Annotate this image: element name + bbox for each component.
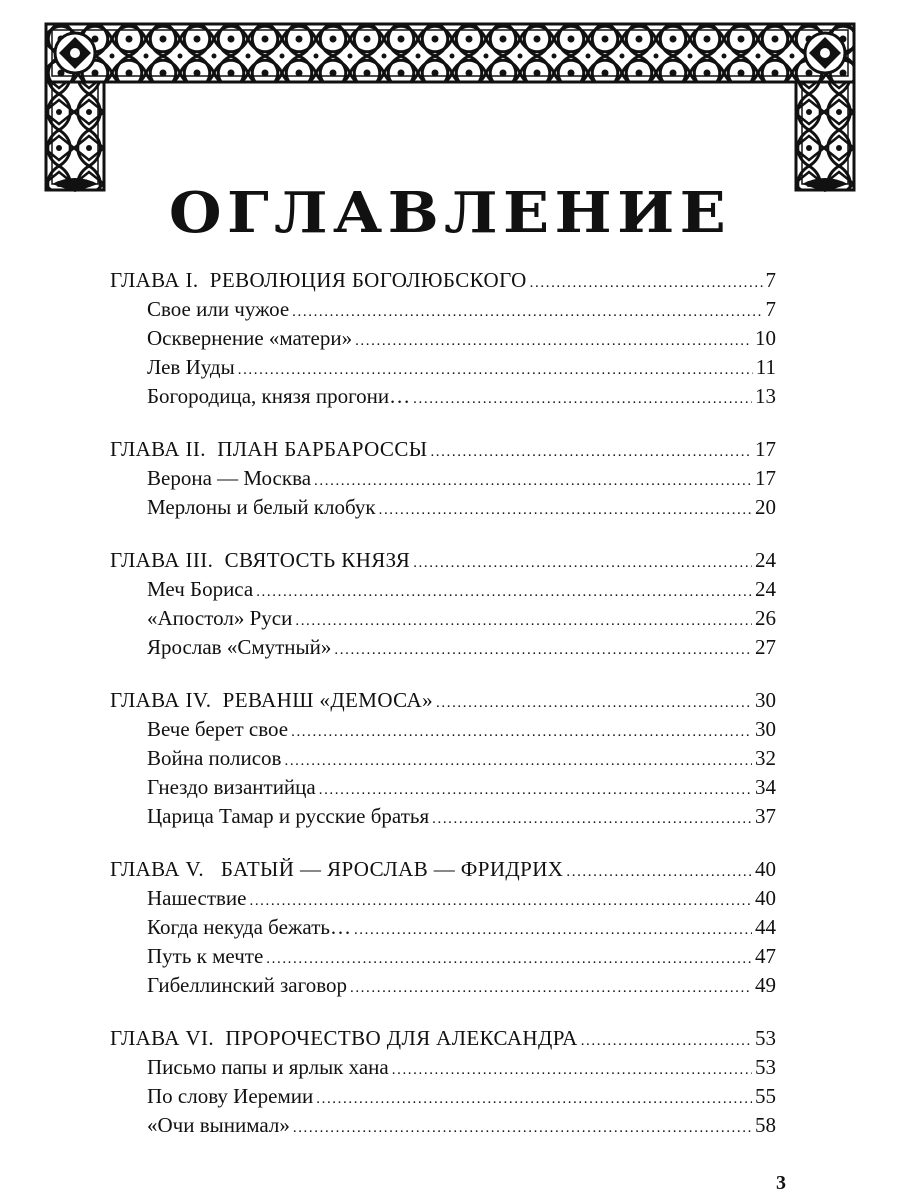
toc-chapter-heading-title: ГЛАВА II. ПЛАН БАРБАРОССЫ	[110, 437, 428, 461]
toc-chapter-heading[interactable]	[110, 1024, 776, 1053]
toc-section-title: Путь к мечте	[147, 944, 264, 968]
toc-section[interactable]	[110, 715, 776, 744]
toc-section-page: 40	[755, 886, 776, 910]
toc-section[interactable]	[110, 1082, 776, 1111]
toc-section-title: Когда некуда бежать…	[147, 915, 351, 939]
toc-chapter-heading-title: ГЛАВА IV. РЕВАНШ «ДЕМОСА»	[110, 688, 434, 712]
toc-section-title: Война полисов	[147, 746, 282, 770]
dot-leader	[334, 636, 752, 665]
toc-section-title: Свое или чужое	[147, 297, 290, 321]
toc-section-title: Ярослав «Смутный»	[147, 635, 332, 659]
toc-section-title: Письмо папы и ярлык хана	[147, 1055, 389, 1079]
toc-chapter	[110, 1024, 776, 1140]
toc-section-page: 34	[755, 775, 776, 799]
dot-leader	[432, 805, 752, 834]
toc-section[interactable]	[110, 773, 776, 802]
dot-leader	[350, 974, 752, 1003]
toc-section-page: 26	[755, 606, 776, 630]
dot-leader	[293, 1114, 752, 1143]
toc-section-title: «Апостол» Руси	[147, 606, 293, 630]
toc-section-title: Вече берет свое	[147, 717, 289, 741]
dot-leader	[430, 438, 752, 467]
toc-section[interactable]	[110, 884, 776, 913]
toc-section-title: По слову Иеремии	[147, 1084, 314, 1108]
toc-chapter-heading-page: 30	[755, 688, 776, 712]
toc-section-page: 32	[755, 746, 776, 770]
toc-section-title: Гнездо византийца	[147, 775, 316, 799]
toc-section-page: 20	[755, 495, 776, 519]
toc-section[interactable]	[110, 633, 776, 662]
toc-chapter	[110, 435, 776, 522]
table-of-contents	[110, 266, 776, 1164]
toc-section[interactable]	[110, 942, 776, 971]
toc-section[interactable]	[110, 744, 776, 773]
toc-section-page: 7	[765, 297, 776, 321]
toc-section-title: Мерлоны и белый клобук	[147, 495, 376, 519]
dot-leader	[581, 1027, 752, 1056]
dot-leader	[266, 945, 752, 974]
dot-leader	[256, 578, 752, 607]
toc-chapter-heading[interactable]	[110, 546, 776, 575]
toc-section-title: Богородица, князя прогони…	[147, 384, 411, 408]
toc-section-page: 58	[755, 1113, 776, 1137]
toc-chapter	[110, 266, 776, 411]
toc-section[interactable]	[110, 1053, 776, 1082]
toc-section-title: Меч Бориса	[147, 577, 254, 601]
toc-chapter-heading-page: 17	[755, 437, 776, 461]
toc-section[interactable]	[110, 493, 776, 522]
toc-section-title: Нашествие	[147, 886, 247, 910]
toc-chapter-heading-page: 7	[765, 268, 776, 292]
dot-leader	[314, 467, 752, 496]
dot-leader	[355, 327, 752, 356]
dot-leader	[436, 689, 752, 718]
interlace-border-icon	[44, 22, 856, 192]
toc-chapter-heading[interactable]	[110, 266, 776, 295]
dot-leader	[291, 718, 752, 747]
toc-section[interactable]	[110, 464, 776, 493]
page-number: 3	[776, 1172, 786, 1194]
dot-leader	[284, 747, 752, 776]
toc-section[interactable]	[110, 971, 776, 1000]
dot-leader	[316, 1085, 752, 1114]
dot-leader	[249, 887, 752, 916]
toc-chapter-heading-page: 24	[755, 548, 776, 572]
toc-section[interactable]	[110, 913, 776, 942]
toc-section-title: Осквернение «матери»	[147, 326, 353, 350]
toc-section-page: 11	[755, 355, 776, 379]
dot-leader	[292, 298, 762, 327]
toc-section-page: 10	[755, 326, 776, 350]
dot-leader	[354, 916, 752, 945]
toc-section-page: 37	[755, 804, 776, 828]
toc-section[interactable]	[110, 295, 776, 324]
dot-leader	[319, 776, 752, 805]
toc-section[interactable]	[110, 324, 776, 353]
page-title: ОГЛАВЛЕНИЕ	[168, 180, 732, 246]
toc-section-page: 55	[755, 1084, 776, 1108]
toc-section-title: Царица Тамар и русские братья	[147, 804, 430, 828]
toc-section-page: 24	[755, 577, 776, 601]
toc-section-title: «Очи вынимал»	[147, 1113, 290, 1137]
toc-section-page: 13	[755, 384, 776, 408]
dot-leader	[566, 858, 752, 887]
dot-leader	[392, 1056, 752, 1085]
toc-section-title: Лев Иуды	[147, 355, 235, 379]
dot-leader	[413, 385, 752, 414]
toc-section-page: 53	[755, 1055, 776, 1079]
toc-chapter-heading[interactable]	[110, 686, 776, 715]
toc-chapter-heading-title: ГЛАВА I. РЕВОЛЮЦИЯ БОГОЛЮБСКОГО	[110, 268, 527, 292]
toc-section-page: 47	[755, 944, 776, 968]
toc-chapter-heading[interactable]	[110, 855, 776, 884]
toc-section-title: Гибеллинский заговор	[147, 973, 347, 997]
toc-section[interactable]	[110, 802, 776, 831]
toc-section-page: 49	[755, 973, 776, 997]
toc-section[interactable]	[110, 575, 776, 604]
dot-leader	[379, 496, 752, 525]
dot-leader	[413, 549, 752, 578]
toc-section-page: 30	[755, 717, 776, 741]
dot-leader	[238, 356, 753, 385]
toc-section-page: 44	[755, 915, 776, 939]
toc-chapter-heading-title: ГЛАВА III. СВЯТОСТЬ КНЯЗЯ	[110, 548, 411, 572]
toc-chapter	[110, 546, 776, 662]
toc-chapter-heading-title: ГЛАВА V. БАТЫЙ — ЯРОСЛАВ — ФРИДРИХ	[110, 857, 564, 881]
toc-section[interactable]	[110, 604, 776, 633]
toc-chapter	[110, 855, 776, 1000]
dot-leader	[295, 607, 752, 636]
dot-leader	[530, 269, 763, 298]
toc-chapter	[110, 686, 776, 831]
toc-section[interactable]	[110, 353, 776, 382]
toc-section-title: Верона — Москва	[147, 466, 312, 490]
toc-section-page: 27	[755, 635, 776, 659]
toc-chapter-heading-page: 40	[755, 857, 776, 881]
toc-section[interactable]	[110, 1111, 776, 1140]
toc-chapter-heading[interactable]	[110, 435, 776, 464]
toc-section[interactable]	[110, 382, 776, 411]
toc-chapter-heading-page: 53	[755, 1026, 776, 1050]
toc-chapter-heading-title: ГЛАВА VI. ПРОРОЧЕСТВО ДЛЯ АЛЕКСАНДРА	[110, 1026, 578, 1050]
toc-section-page: 17	[755, 466, 776, 490]
